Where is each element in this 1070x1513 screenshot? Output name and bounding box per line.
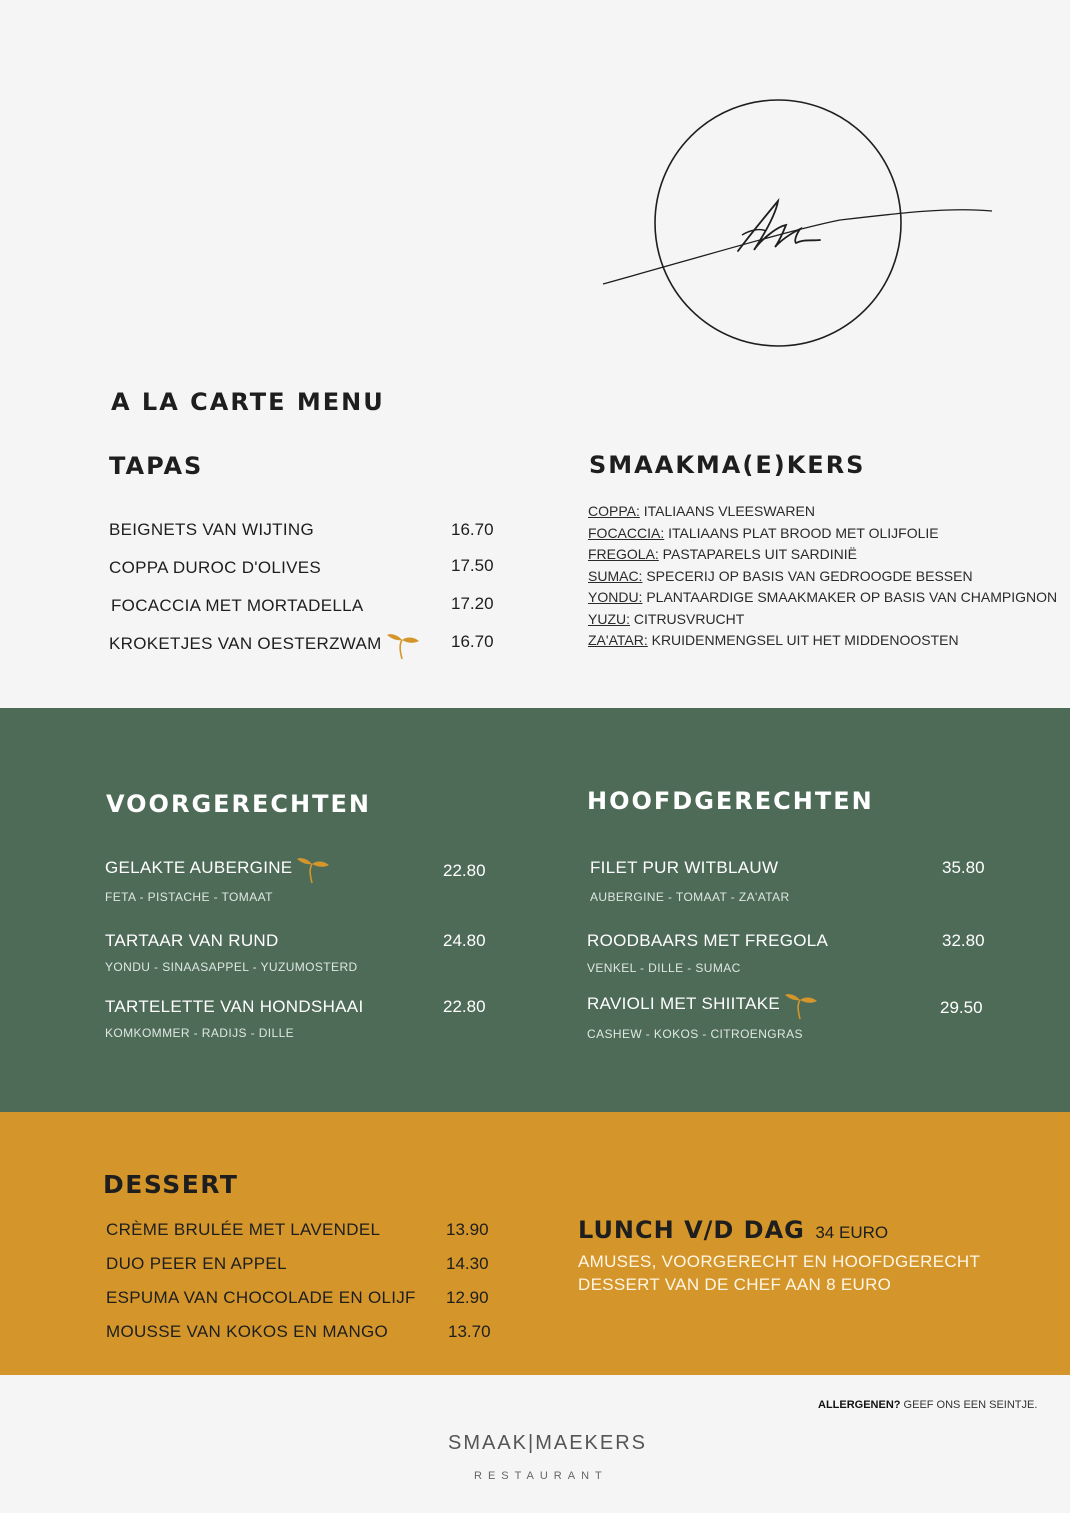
- glossary-term: SUMAC:: [588, 567, 643, 584]
- orange-section: [0, 1112, 1070, 1375]
- mains-item-price: 35.80: [942, 858, 985, 877]
- glossary-entry: [588, 609, 1057, 631]
- lunch-header: [578, 1216, 888, 1244]
- sprout-leaf-icon: [386, 631, 420, 661]
- glossary-entry: [588, 630, 1057, 652]
- mains-item: [587, 991, 818, 1021]
- green-section: [0, 708, 1070, 1112]
- mains-item-name: ROODBAARS MET FREGOLA: [587, 931, 829, 950]
- glossary-term: COPPA:: [588, 503, 640, 519]
- glossary-entry: [588, 544, 1057, 566]
- tapas-item-name: KROKETJES VAN OESTERZWAM: [109, 634, 382, 653]
- starters-item-sub: KOMKOMMER - RADIJS - DILLE: [105, 1026, 295, 1040]
- allergen-note: [818, 1399, 1037, 1411]
- tapas-item-name: COPPA DUROC D'OLIVES: [109, 558, 322, 577]
- glossary-term: ZA'ATAR:: [588, 632, 648, 648]
- dessert-item-price: 13.90: [446, 1220, 489, 1239]
- mains-item-sub: CASHEW - KOKOS - CITROENGRAS: [587, 1027, 803, 1041]
- sm-signature-logo: [600, 95, 995, 355]
- glossary-desc: KRUIDENMENGSEL UIT HET MIDDENOOSTEN: [647, 632, 959, 648]
- glossary-term: YUZU:: [588, 610, 630, 627]
- starters-item-name: GELAKTE AUBERGINE: [105, 858, 293, 877]
- starters-item-price: 22.80: [443, 861, 486, 880]
- footer-brand: SMAAK|MAEKERS: [448, 1432, 648, 1454]
- glossary-term: YONDU:: [588, 589, 643, 605]
- glossary-desc: CITRUSVRUCHT: [630, 610, 745, 627]
- sprout-leaf-icon: [296, 855, 330, 885]
- mains-item-price: 32.80: [942, 931, 985, 950]
- tapas-item-price: 16.70: [451, 632, 494, 651]
- sprout-leaf-icon: [784, 991, 818, 1021]
- glossary-list: [588, 501, 1057, 652]
- tapas-item-name: BEIGNETS VAN WIJTING: [109, 520, 314, 539]
- tapas-item-price: 17.20: [451, 594, 494, 613]
- tapas-item: [109, 631, 420, 661]
- starters-item-name: TARTELETTE VAN HONDSHAAI: [105, 997, 364, 1016]
- mains-item-price: 29.50: [940, 998, 983, 1017]
- glossary-entry: [588, 587, 1057, 609]
- dessert-item-name: ESPUMA VAN CHOCOLADE EN OLIJF: [106, 1288, 416, 1307]
- lunch-line: AMUSES, VOORGERECHT EN HOOFDGERECHT: [578, 1252, 981, 1271]
- glossary-desc: ITALIAANS PLAT BROOD MET OLIJFOLIE: [664, 524, 939, 541]
- glossary-entry: [588, 501, 1057, 523]
- mains-item-sub: AUBERGINE - TOMAAT - ZA'ATAR: [590, 890, 790, 904]
- mains-heading: HOOFDGERECHTEN: [587, 787, 874, 815]
- dessert-item-name: CRÈME BRULÉE MET LAVENDEL: [106, 1220, 381, 1239]
- glossary-term: FOCACCIA:: [588, 524, 665, 541]
- starters-heading: VOORGERECHTEN: [106, 790, 371, 818]
- glossary-desc: SPECERIJ OP BASIS VAN GEDROOGDE BESSEN: [642, 567, 973, 584]
- glossary-desc: PASTAPARELS UIT SARDINIË: [658, 546, 857, 562]
- starters-item-price: 22.80: [443, 997, 486, 1016]
- mains-item-name: FILET PUR WITBLAUW: [590, 858, 779, 877]
- dessert-item-name: MOUSSE VAN KOKOS EN MANGO: [106, 1322, 389, 1341]
- starters-item-sub: YONDU - SINAASAPPEL - YUZUMOSTERD: [105, 960, 358, 974]
- tapas-item-name: FOCACCIA MET MORTADELLA: [111, 596, 364, 615]
- lunch-price: 34 EURO: [815, 1223, 889, 1242]
- starters-item-price: 24.80: [443, 931, 486, 950]
- glossary-desc: PLANTAARDIGE SMAAKMAKER OP BASIS VAN CHAMPIGNON: [642, 589, 1058, 605]
- glossary-heading: SMAAKMA(E)KERS: [589, 451, 866, 479]
- lunch-line: DESSERT VAN DE CHEF AAN 8 EURO: [578, 1275, 892, 1294]
- starters-item-name: TARTAAR VAN RUND: [105, 931, 279, 950]
- tapas-item-price: 16.70: [451, 520, 494, 539]
- mains-item-sub: VENKEL - DILLE - SUMAC: [587, 961, 741, 975]
- glossary-entry: [588, 523, 1057, 545]
- starters-item-sub: FETA - PISTACHE - TOMAAT: [105, 890, 273, 904]
- dessert-heading: DESSERT: [103, 1170, 239, 1199]
- lunch-description: [578, 1250, 980, 1296]
- glossary-desc: ITALIAANS VLEESWAREN: [639, 503, 815, 519]
- dessert-item-price: 13.70: [448, 1322, 491, 1341]
- tapas-item-price: 17.50: [451, 556, 494, 575]
- glossary-entry: [588, 566, 1057, 588]
- page-title: A LA CARTE MENU: [111, 388, 385, 416]
- dessert-item-price: 14.30: [446, 1254, 489, 1273]
- glossary-term: FREGOLA:: [588, 546, 659, 562]
- tapas-heading: TAPAS: [109, 452, 204, 480]
- allergen-text: GEEF ONS EEN SEINTJE.: [900, 1399, 1038, 1411]
- mains-item-name: RAVIOLI MET SHIITAKE: [587, 994, 781, 1013]
- starters-item: [105, 855, 330, 885]
- dessert-item-price: 12.90: [446, 1288, 489, 1307]
- allergen-label: ALLERGENEN?: [818, 1399, 901, 1411]
- footer-brand-sub: RESTAURANT: [474, 1470, 608, 1482]
- lunch-heading: LUNCH V/D DAG: [578, 1216, 805, 1244]
- dessert-item-name: DUO PEER EN APPEL: [106, 1254, 287, 1273]
